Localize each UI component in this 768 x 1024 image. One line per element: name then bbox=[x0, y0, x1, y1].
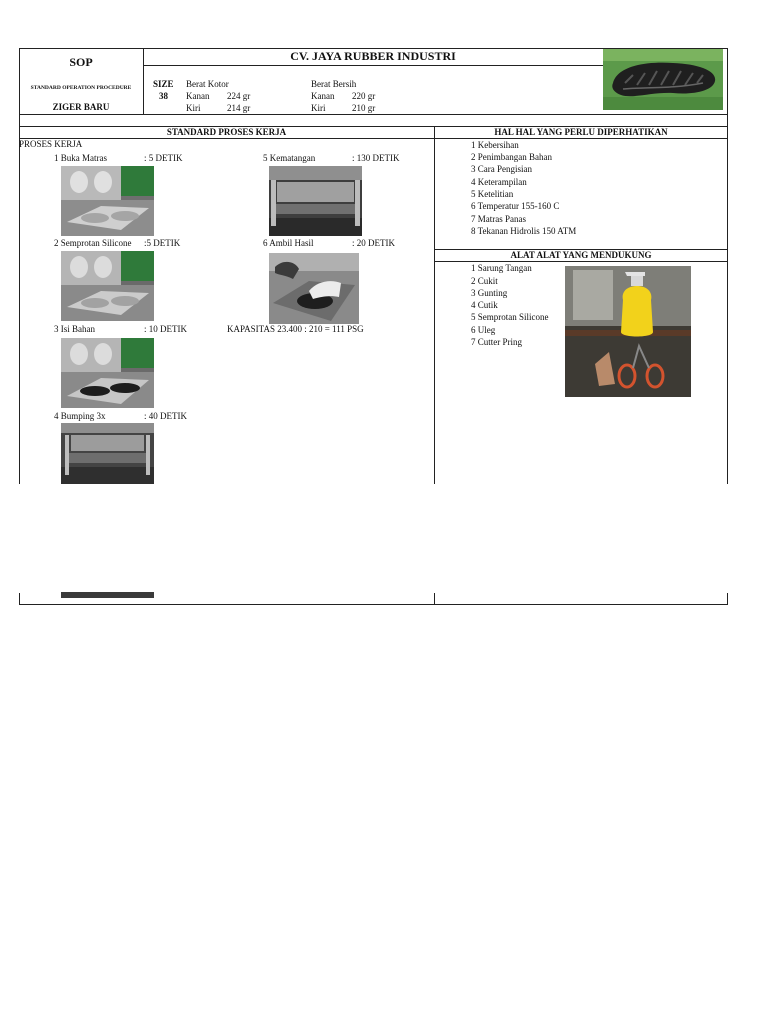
step-6-label: 6 Ambil Hasil bbox=[263, 238, 314, 248]
product-name: ZIGER BARU bbox=[52, 102, 110, 112]
net-right-label: Kanan bbox=[311, 91, 335, 101]
process-title: STANDARD PROSES KERJA bbox=[166, 127, 287, 137]
attention-item-3: 3 Cara Pengisian bbox=[471, 164, 532, 174]
frame-bottom-right bbox=[727, 593, 728, 605]
gross-right-label: Kanan bbox=[186, 91, 210, 101]
gross-left-value: 214 gr bbox=[227, 103, 251, 113]
step-3-duration: : 10 DETIK bbox=[144, 324, 187, 334]
attention-item-5: 5 Ketelitian bbox=[471, 189, 514, 199]
attention-item-1: 1 Kebersihan bbox=[471, 140, 519, 150]
frame-company-underline bbox=[143, 65, 603, 66]
tools-item-6: 6 Uleg bbox=[471, 325, 496, 335]
tools-item-5: 5 Semprotan Silicone bbox=[471, 312, 549, 322]
attention-item-6: 6 Temperatur 155-160 C bbox=[471, 201, 560, 211]
step-6-duration: : 20 DETIK bbox=[352, 238, 395, 248]
step-2-photo bbox=[61, 251, 154, 321]
gross-weight-label: Berat Kotor bbox=[186, 79, 229, 89]
company-name: CV. JAYA RUBBER INDUSTRI bbox=[290, 49, 456, 63]
step-6-photo bbox=[269, 253, 359, 324]
attention-title: HAL HAL YANG PERLU DIPERHATIKAN bbox=[494, 127, 668, 137]
tools-photo bbox=[565, 266, 691, 397]
tools-item-1: 1 Sarung Tangan bbox=[471, 263, 532, 273]
step-3-label: 3 Isi Bahan bbox=[54, 324, 95, 334]
step-4-label: 4 Bumping 3x bbox=[54, 411, 106, 421]
tools-item-3: 3 Gunting bbox=[471, 288, 508, 298]
capacity-text: KAPASITAS 23.400 : 210 = 111 PSG bbox=[227, 324, 364, 334]
frame-bottom-left bbox=[19, 593, 20, 605]
frame-title-row bbox=[19, 138, 728, 139]
frame-center-vert bbox=[434, 126, 435, 484]
step-1-photo bbox=[61, 166, 154, 236]
net-weight-label: Berat Bersih bbox=[311, 79, 357, 89]
step-4-photo bbox=[61, 423, 154, 484]
step-5-duration: : 130 DETIK bbox=[352, 153, 400, 163]
photo-fragment-bottom bbox=[61, 592, 154, 598]
attention-item-4: 4 Keterampilan bbox=[471, 177, 527, 187]
step-2-duration: :5 DETIK bbox=[144, 238, 181, 248]
frame-tools-title bbox=[434, 261, 728, 262]
frame-bottom bbox=[19, 604, 728, 605]
attention-item-8: 8 Tekanan Hidrolis 150 ATM bbox=[471, 226, 577, 236]
tools-item-2: 2 Cukit bbox=[471, 276, 498, 286]
size-label: SIZE bbox=[153, 79, 174, 89]
gross-right-value: 224 gr bbox=[227, 91, 251, 101]
step-5-photo bbox=[269, 166, 362, 236]
step-2-label: 2 Semprotan Silicone bbox=[54, 238, 132, 248]
frame-header-bottom bbox=[19, 114, 728, 115]
gross-left-label: Kiri bbox=[186, 103, 201, 113]
process-section-label: PROSES KERJA bbox=[19, 139, 83, 149]
shoe-sole-photo bbox=[603, 49, 723, 110]
tools-item-7: 7 Cutter Pring bbox=[471, 337, 522, 347]
size-value: 38 bbox=[159, 91, 168, 101]
tools-title: ALAT ALAT YANG MENDUKUNG bbox=[510, 250, 652, 260]
tools-item-4: 4 Cutik bbox=[471, 300, 498, 310]
step-3-photo bbox=[61, 338, 154, 408]
sop-subtitle: STANDARD OPERATION PROCEDURE bbox=[30, 85, 132, 91]
frame-bottom-center bbox=[434, 593, 435, 605]
step-4-duration: : 40 DETIK bbox=[144, 411, 187, 421]
attention-item-7: 7 Matras Panas bbox=[471, 214, 526, 224]
net-right-value: 220 gr bbox=[352, 91, 376, 101]
attention-item-2: 2 Penimbangan Bahan bbox=[471, 152, 552, 162]
net-left-label: Kiri bbox=[311, 103, 326, 113]
step-1-duration: : 5 DETIK bbox=[144, 153, 183, 163]
step-1-label: 1 Buka Matras bbox=[54, 153, 107, 163]
sop-title: SOP bbox=[69, 55, 93, 69]
net-left-value: 210 gr bbox=[352, 103, 376, 113]
step-5-label: 5 Kematangan bbox=[263, 153, 316, 163]
